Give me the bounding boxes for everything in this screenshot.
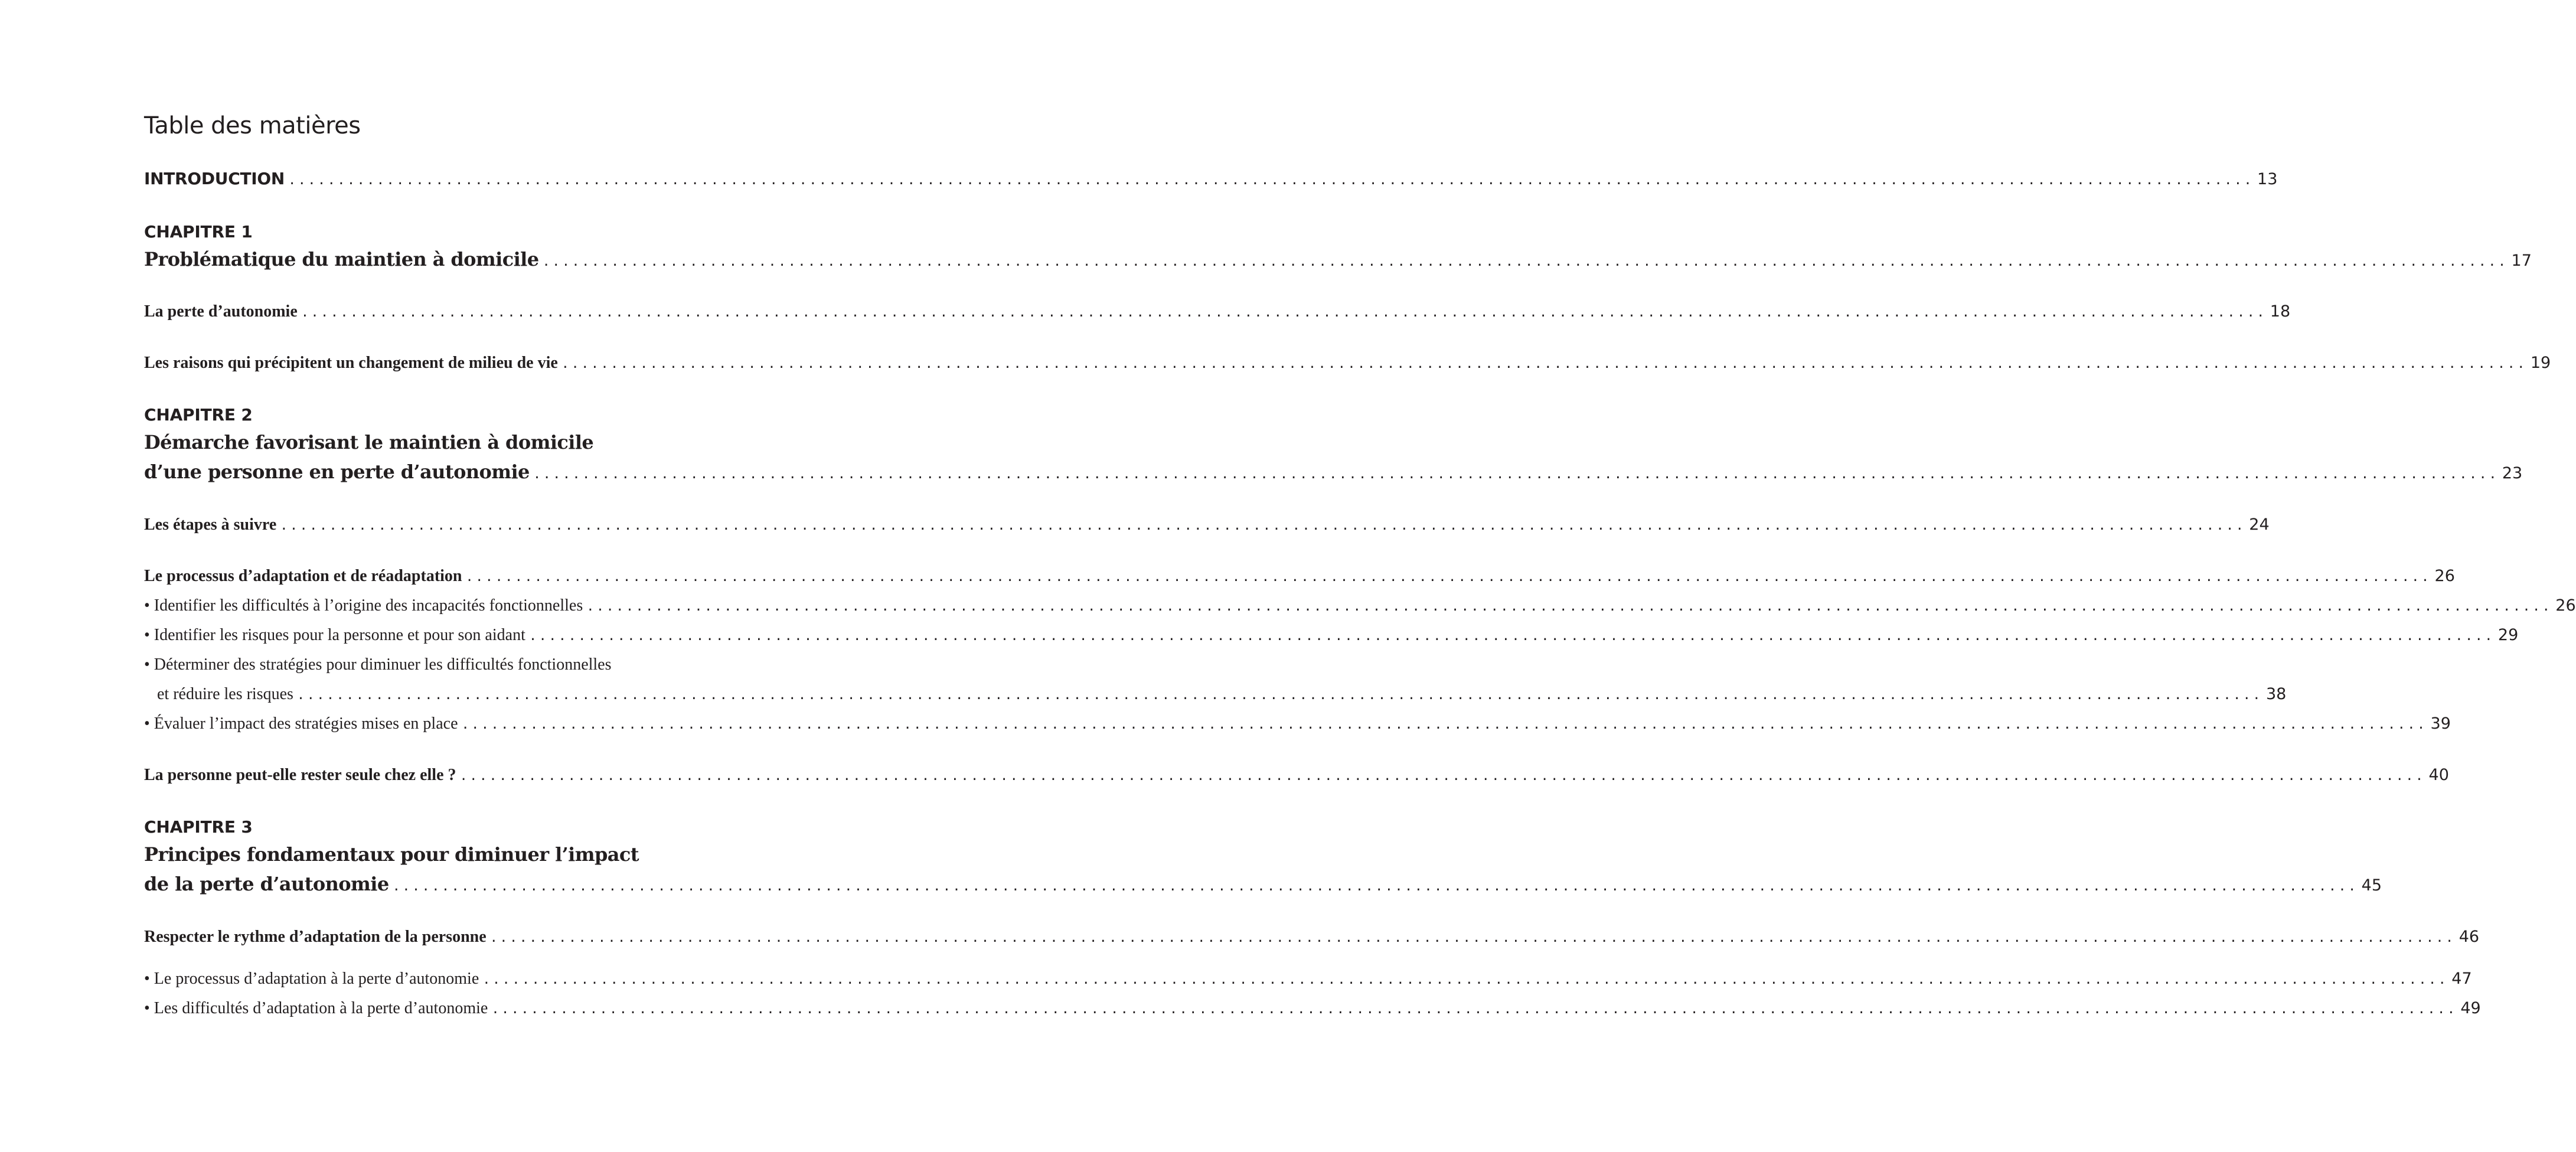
dot-leader: ........................................................................................................................................................................................................ [392, 879, 2358, 894]
section-title: La personne peut-elle rester seule chez elle ? [144, 766, 456, 784]
toc-entry-section[interactable] [144, 302, 2291, 321]
toc-entry-section[interactable] [144, 766, 2449, 785]
toc-entry-section[interactable] [144, 928, 2480, 947]
dot-leader: ........................................................................................................................................................................................................ [528, 629, 2495, 644]
page-title: Table des matières [144, 112, 361, 139]
item-title: • Identifier les risques pour la personne et pour son aidant [144, 626, 525, 644]
toc-entry-section[interactable] [144, 567, 2455, 586]
toc-entry-chapter-1[interactable] [144, 248, 2532, 270]
section-title: Le processus d’adaptation et de réadaptation [144, 567, 462, 585]
dot-leader: ........................................................................................................................................................................................................ [533, 467, 2499, 482]
chapter-title: Problématique du maintien à domicile [144, 248, 539, 270]
section-title: Les raisons qui précipitent un changement de milieu de vie [144, 354, 558, 372]
page-number: 26 [2555, 596, 2576, 615]
dot-leader: ........................................................................................................................................................................................................ [489, 931, 2456, 945]
dot-leader: ........................................................................................................................................................................................................ [465, 570, 2431, 585]
page-number: 46 [2459, 928, 2480, 946]
item-title-line: • Déterminer des stratégies pour diminuer les difficultés fonctionnelles [144, 655, 612, 674]
entry-label: INTRODUCTION [144, 169, 285, 188]
dot-leader: ........................................................................................................................................................................................................ [280, 518, 2246, 533]
item-title: • Identifier les difficultés à l’origine des incapacités fonctionnelles [144, 596, 583, 615]
chapter-title-line: Principes fondamentaux pour diminuer l’impact [144, 843, 639, 866]
page-number: 40 [2428, 766, 2449, 784]
page-number: 13 [2257, 170, 2278, 188]
chapter-label: CHAPITRE 1 [144, 222, 253, 242]
page-number: 47 [2451, 970, 2472, 988]
toc-entry-chapter-3[interactable] [144, 873, 2382, 895]
page-number: 29 [2497, 626, 2519, 644]
section-title: Respecter le rythme d’adaptation de la personne [144, 928, 487, 946]
page-number: 38 [2265, 685, 2287, 703]
item-title: • Évaluer l’impact des stratégies mises en place [144, 714, 458, 733]
chapter-label: CHAPITRE 2 [144, 405, 253, 425]
chapter-title-line: Démarche favorisant le maintien à domicile [144, 431, 594, 453]
toc-entry-chapter-2[interactable] [144, 461, 2523, 483]
toc-entry-item[interactable] [157, 685, 2287, 704]
toc-entry-item[interactable] [144, 999, 2481, 1018]
dot-leader: ........................................................................................................................................................................................................ [288, 173, 2254, 188]
page-number: 24 [2249, 515, 2270, 534]
dot-leader: ........................................................................................................................................................................................................ [586, 599, 2552, 614]
page-number: 45 [2361, 876, 2382, 895]
toc-entry-introduction[interactable] [144, 169, 2278, 188]
page-number: 19 [2530, 354, 2551, 372]
dot-leader: ........................................................................................................................................................................................................ [491, 1002, 2457, 1017]
dot-leader: ........................................................................................................................................................................................................ [542, 254, 2508, 269]
section-title: Les étapes à suivre [144, 515, 277, 534]
toc-entry-item[interactable] [144, 970, 2472, 988]
toc-entry-item[interactable] [144, 714, 2451, 733]
chapter-title: de la perte d’autonomie [144, 873, 389, 895]
section-title: La perte d’autonomie [144, 302, 298, 321]
toc-entry-section[interactable] [144, 515, 2270, 534]
page-number: 18 [2270, 302, 2291, 321]
dot-leader: ........................................................................................................................................................................................................ [296, 688, 2262, 703]
toc-entry-item[interactable] [144, 626, 2519, 645]
page-number: 23 [2502, 464, 2523, 482]
dot-leader: ........................................................................................................................................................................................................ [482, 972, 2448, 987]
dot-leader: ........................................................................................................................................................................................................ [561, 357, 2527, 371]
chapter-title: d’une personne en perte d’autonomie [144, 461, 530, 483]
toc-entry-item[interactable] [144, 596, 2576, 615]
item-title: et réduire les risques [157, 685, 293, 703]
toc-entry-section[interactable] [144, 354, 2551, 373]
dot-leader: ........................................................................................................................................................................................................ [459, 769, 2425, 784]
page-number: 26 [2434, 567, 2455, 585]
item-title: • Le processus d’adaptation à la perte d’autonomie [144, 970, 479, 988]
page-number: 39 [2430, 714, 2451, 733]
dot-leader: ........................................................................................................................................................................................................ [301, 305, 2267, 320]
chapter-label: CHAPITRE 3 [144, 817, 253, 837]
page-number: 49 [2460, 999, 2481, 1017]
dot-leader: ........................................................................................................................................................................................................ [461, 717, 2427, 732]
page-number: 17 [2511, 252, 2532, 270]
item-title: • Les difficultés d’adaptation à la perte d’autonomie [144, 999, 488, 1017]
